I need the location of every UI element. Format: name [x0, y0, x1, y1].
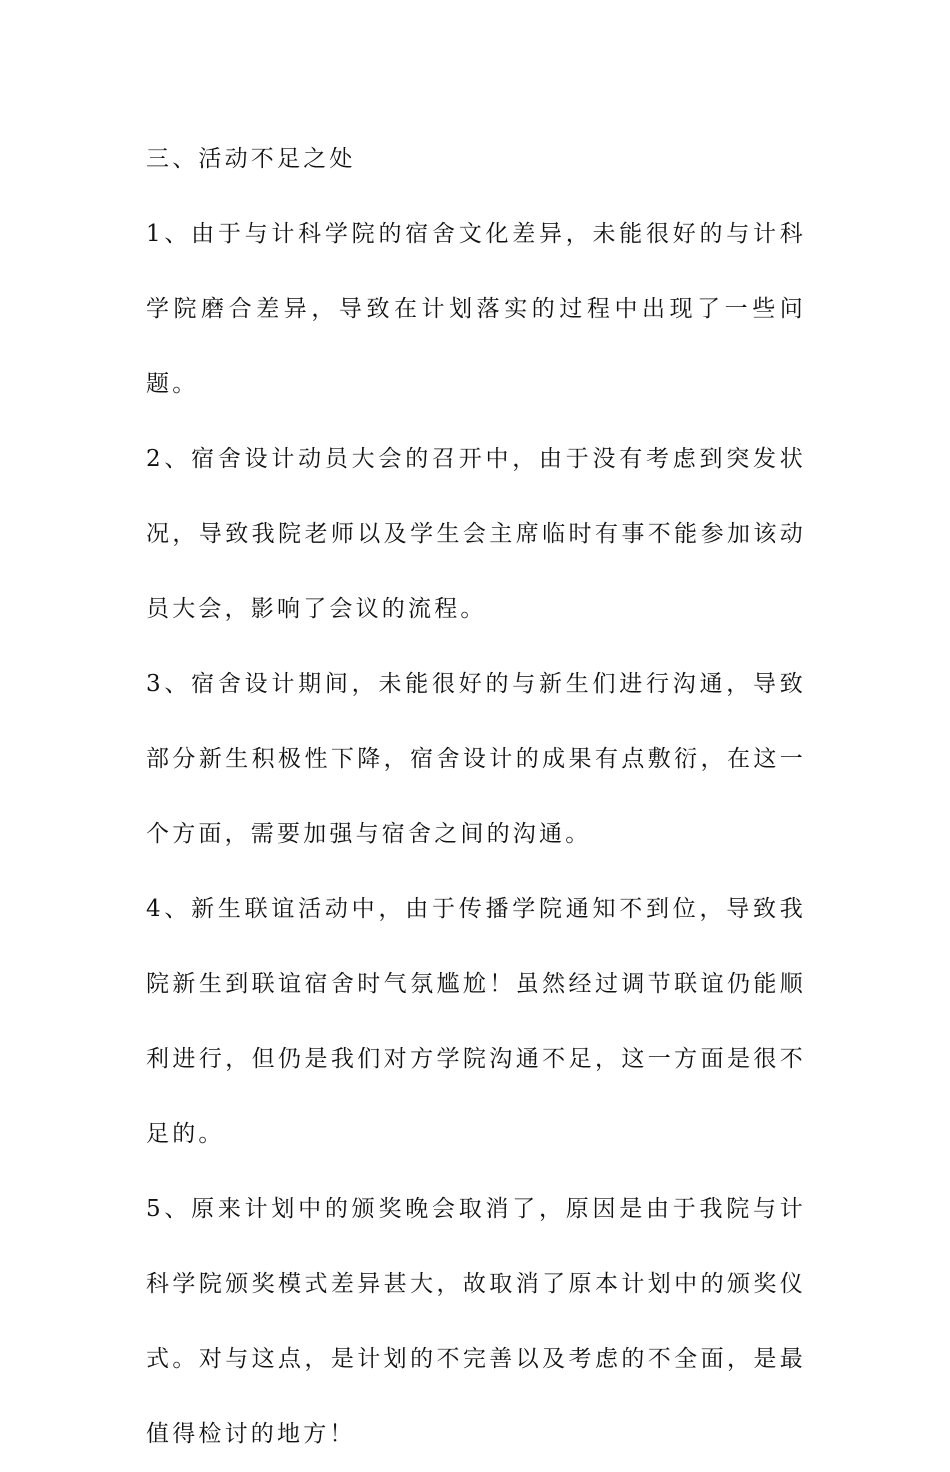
paragraph-3: 3、宿舍设计期间，未能很好的与新生们进行沟通，导致部分新生积极性下降，宿舍设计的成果有点敷衍，在这一个方面，需要加强与宿舍之间的沟通。	[146, 671, 806, 847]
document-body	[146, 122, 806, 1472]
paragraph-5: 5、原来计划中的颁奖晚会取消了，原因是由于我院与计科学院颁奖模式差异甚大，故取消了原本计划中的颁奖仪式。对与这点，是计划的不完善以及考虑的不全面，是最值得检讨的地方！	[146, 1196, 806, 1447]
paragraph-2: 2、宿舍设计动员大会的召开中，由于没有考虑到突发状况，导致我院老师以及学生会主席临时有事不能参加该动员大会，影响了会议的流程。	[146, 446, 806, 622]
section-heading: 三、活动不足之处	[146, 146, 356, 172]
paragraph-1: 1、由于与计科学院的宿舍文化差异，未能很好的与计科学院磨合差异，导致在计划落实的过程中出现了一些问题。	[146, 221, 806, 397]
paragraph-4: 4、新生联谊活动中，由于传播学院通知不到位，导致我院新生到联谊宿舍时气氛尴尬！虽然经过调节联谊仍能顺利进行，但仍是我们对方学院沟通不足，这一方面是很不足的。	[146, 896, 806, 1147]
